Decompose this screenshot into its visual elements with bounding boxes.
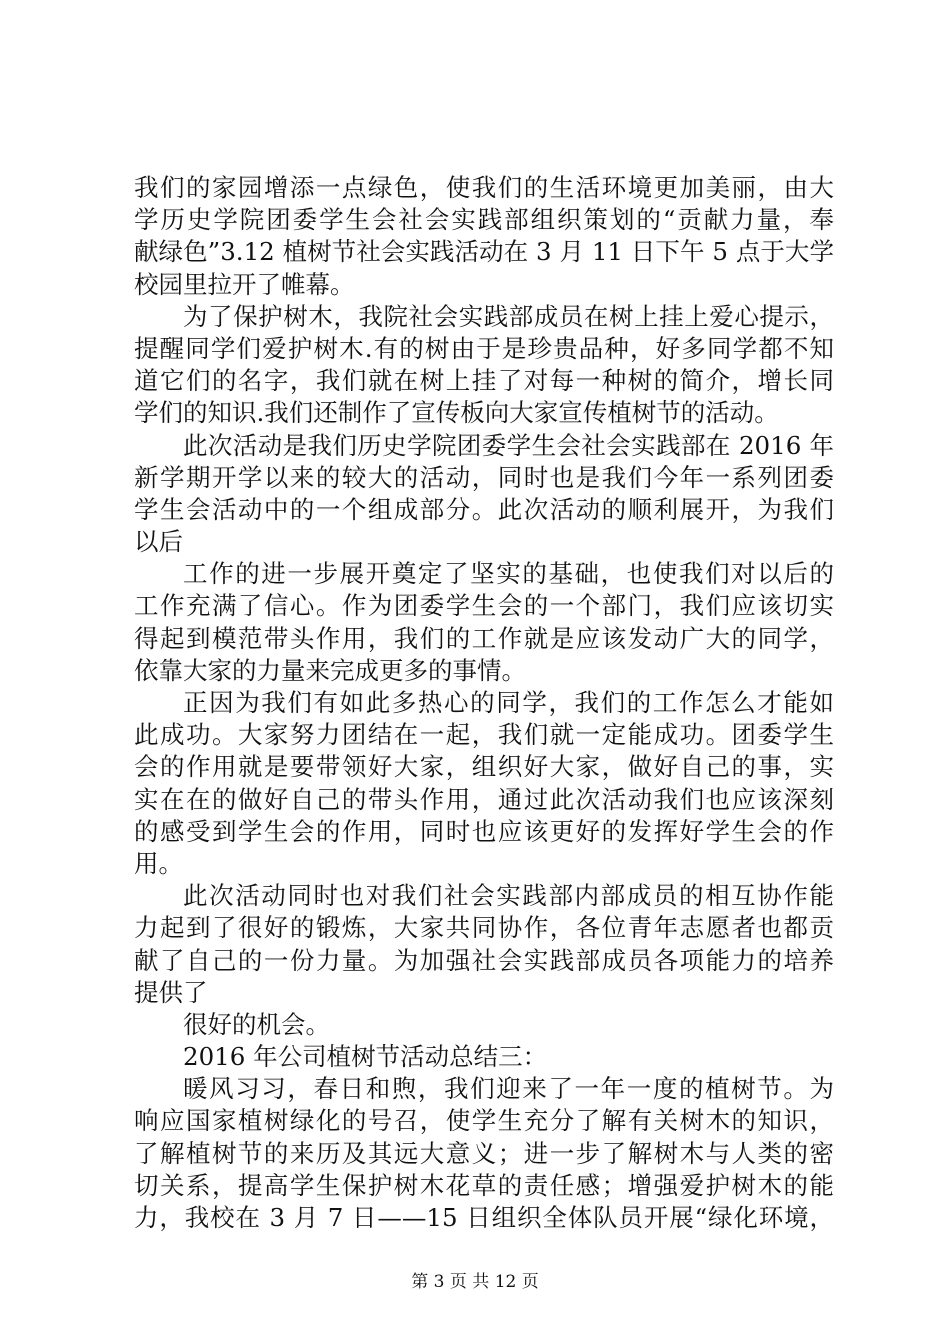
text-line: 提醒同学们爱护树木.有的树由于是珍贵品种，好多同学都不知 (134, 333, 834, 363)
text-line: 我们的家园增添一点绿色，使我们的生活环境更加美丽，由大 (134, 173, 834, 202)
text-line: 得起到模范带头作用，我们的工作就是应该发动广大的同学， (134, 623, 834, 653)
text-line: 献了自己的一份力量。为加强社会实践部成员各项能力的培养 (134, 945, 834, 975)
text-line: 以后 (134, 527, 183, 557)
text-line: 工作的进一步展开奠定了坚实的基础，也使我们对以后的 (183, 559, 834, 589)
text-line: 为了保护树木，我院社会实践部成员在树上挂上爱心提示， (183, 301, 834, 331)
text-line: 提供了 (134, 977, 208, 1007)
text-line: 此成功。大家努力团结在一起，我们就一定能成功。团委学生 (134, 720, 834, 750)
text-line: 很好的机会。 (183, 1009, 330, 1039)
text-line: 会的作用就是要带领好大家，组织好大家，做好自己的事，实 (134, 752, 834, 782)
text-line: 实在在的做好自己的带头作用，通过此次活动我们也应该深刻 (134, 784, 834, 814)
text-line: 响应国家植树绿化的号召，使学生充分了解有关树木的知识， (134, 1106, 834, 1136)
text-line: 2016 年公司植树节活动总结三： (183, 1042, 548, 1072)
text-line: 的感受到学生会的作用，同时也应该更好的发挥好学生会的作 (134, 816, 834, 846)
text-line: 力起到了很好的锻炼，大家共同协作，各位青年志愿者也都贡 (134, 913, 834, 943)
text-line: 用。 (134, 848, 183, 878)
text-line: 此次活动是我们历史学院团委学生会社会实践部在 2016 年 (183, 430, 834, 460)
text-line: 校园里拉开了帷幕。 (134, 269, 355, 299)
text-line: 学历史学院团委学生会社会实践部组织策划的“贡献力量，奉 (134, 205, 834, 235)
text-line: 工作充满了信心。作为团委学生会的一个部门，我们应该切实 (134, 591, 834, 621)
text-line: 学生会活动中的一个组成部分。此次活动的顺利展开，为我们 (134, 494, 834, 524)
text-line: 切关系，提高学生保护树木花草的责任感；增强爱护树木的能 (134, 1170, 834, 1200)
document-body (134, 172, 834, 1234)
page-footer: 第 3 页 共 12 页 (411, 1272, 539, 1292)
text-line: 献绿色”3.12 植树节社会实践活动在 3 月 11 日下午 5 点于大学 (134, 237, 834, 267)
text-line: 力，我校在 3 月 7 日——15 日组织全体队员开展“绿化环境， (134, 1203, 834, 1232)
text-line: 正因为我们有如此多热心的同学，我们的工作怎么才能如 (183, 688, 834, 717)
text-line: 暖风习习，春日和煦，我们迎来了一年一度的植树节。为 (183, 1074, 834, 1104)
text-line: 道它们的名字，我们就在树上挂了对每一种树的简介，增长同 (134, 366, 834, 396)
text-line: 学们的知识.我们还制作了宣传板向大家宣传植树节的活动。 (134, 398, 779, 428)
text-line: 了解植树节的来历及其远大意义；进一步了解树木与人类的密 (134, 1138, 834, 1168)
text-line: 此次活动同时也对我们社会实践部内部成员的相互协作能 (183, 881, 834, 911)
text-line: 新学期开学以来的较大的活动，同时也是我们今年一系列团委 (134, 462, 834, 492)
text-line: 依靠大家的力量来完成更多的事情。 (134, 655, 526, 685)
